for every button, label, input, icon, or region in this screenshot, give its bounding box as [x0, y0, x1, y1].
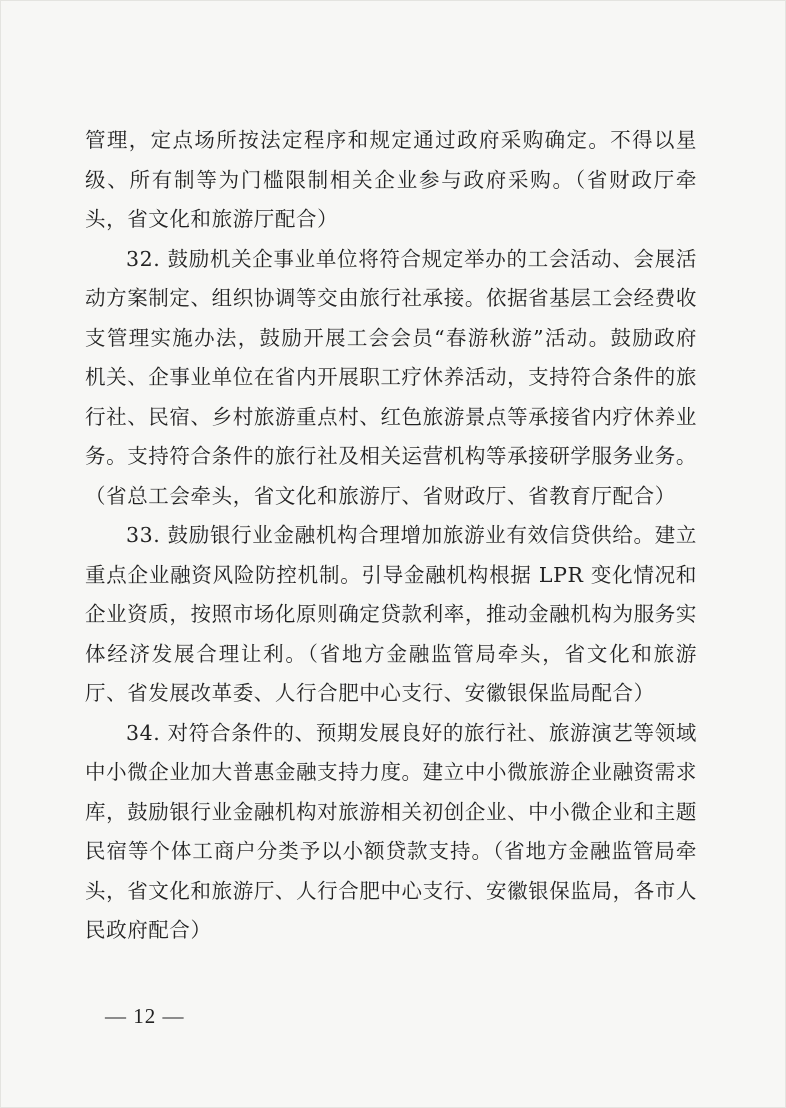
- paragraph-continuation: 管理，定点场所按法定程序和规定通过政府采购确定。不得以星级、所有制等为门槛限制相关企业参与政府采购。（省财政厅牵头，省文化和旅游厅配合）: [85, 128, 697, 231]
- page-number: — 12 —: [105, 1004, 185, 1028]
- paragraph-item-32: 32. 鼓励机关企事业单位将符合规定举办的工会活动、会展活动方案制定、组织协调等交由旅行社承接。依据省基层工会经费收支管理实施办法，鼓励开展工会会员“春游秋游”活动。鼓励政府机关、企事业单位在省内开展职工疗休养活动，支持符合条件的旅行社、民宿、乡村旅游重点村、红色旅游景点等承接省内疗休养业务。支持符合条件的旅行社及相关运营机构等承接研学服务业务。（省总工会牵头，省文化和旅游厅、省财政厅、省教育厅配合）: [85, 246, 697, 508]
- document-body: [85, 121, 697, 951]
- paragraph-item-34: 34. 对符合条件的、预期发展良好的旅行社、旅游演艺等领域中小微企业加大普惠金融支持力度。建立中小微旅游企业融资需求库，鼓励银行业金融机构对旅游相关初创企业、中小微企业和主题民宿等个体工商户分类予以小额贷款支持。（省地方金融监管局牵头，省文化和旅游厅、人行合肥中心支行、安徽银保监局，各市人民政府配合）: [85, 720, 697, 942]
- paragraph-item-33: 33. 鼓励银行业金融机构合理增加旅游业有效信贷供给。建立重点企业融资风险防控机制。引导金融机构根据 LPR 变化情况和企业资质，按照市场化原则确定贷款利率，推动金融机构为服务实体经济发展合理让利。（省地方金融监管局牵头，省文化和旅游厅、省发展改革委、人行合肥中心支行、安徽银保监局配合）: [85, 523, 697, 705]
